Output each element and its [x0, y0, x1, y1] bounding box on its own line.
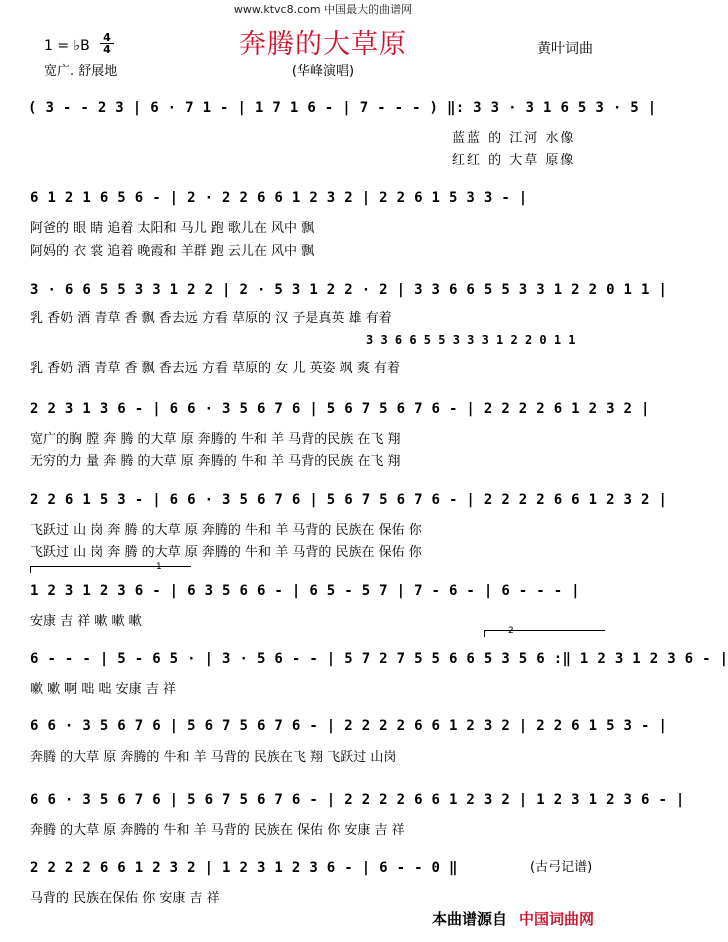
notation-row-7: 6 - - - | 5 - 6 5 · | 3 · 5 6 - - | 5 7 2 7 5 5 6 6 5 3 5 6 :‖ 1 2 3 1 2 3 6 - | [30, 651, 728, 667]
key-signature: 1 = ♭B [44, 38, 90, 54]
lyric-row-9: 奔腾 的大草 原 奔腾的 牛和 羊 马背的 民族在 保佑 你 安康 吉 祥 [30, 823, 405, 838]
lyric-row-3: 乳 香奶 酒 青草 香 飘 香去远 方看 草原的 汉 子是真英 雄 有着 [30, 311, 392, 326]
lyric-row-2-verse-2: 阿妈的 衣 裳 追着 晚霞和 羊群 跑 云儿在 风中 飘 [30, 244, 315, 259]
lyric-row-5-verse-1: 飞跃过 山 岗 奔 腾 的大草 原 奔腾的 牛和 羊 马背的 民族在 保佑 你 [30, 523, 422, 538]
lyric-row-1-verse-2: 红红 的 大草 原像 [452, 153, 576, 168]
notation-row-2: 6 1 2 1 6 5 6 - | 2 · 2 2 6 6 1 2 3 2 | 2 2 6 1 5 3 3 - | [30, 190, 528, 206]
notation-row-3: 3 · 6 6 5 5 3 3 1 2 2 | 2 · 5 3 1 2 2 · 2 | 3 3 6 6 5 5 3 3 1 2 2 0 1 1 | [30, 282, 668, 298]
lyric-row-4-verse-2: 无穷的力 量 奔 腾 的大草 原 奔腾的 牛和 羊 马背的民族 在飞 翔 [30, 454, 401, 469]
tempo-marking: 宽广. 舒展地 [44, 64, 118, 79]
notation-row-6: 1 2 3 1 2 3 6 - | 6 3 5 6 6 - | 6 5 - 5 7 | 7 - 6 - | 6 - - - | [30, 583, 580, 599]
lyric-row-4-verse-1: 宽广的胸 膛 奔 腾 的大草 原 奔腾的 牛和 羊 马背的民族 在飞 翔 [30, 432, 401, 447]
notation-row-9: 6 6 · 3 5 6 7 6 | 5 6 7 5 6 7 6 - | 2 2 2 2 6 6 1 2 3 2 | 1 2 3 1 2 3 6 - | [30, 792, 685, 808]
transcriber-credit: (古弓记谱) [530, 860, 593, 875]
volta-1-number: 1 [156, 562, 162, 572]
meter-top: 4 [100, 32, 114, 44]
lyric-row-7: 嗽 嗽 啊 咄 咄 安康 吉 祥 [30, 682, 176, 697]
author-credit: 黄叶词曲 [537, 41, 593, 57]
source-site-link[interactable]: 中国词曲网 [519, 910, 595, 928]
lyric-row-1-verse-1: 蓝蓝 的 江河 水像 [452, 131, 576, 146]
source-footer [432, 908, 594, 929]
meter-bottom: 4 [103, 43, 111, 56]
song-title: 奔腾的大草原 [239, 29, 407, 60]
source-label: 本曲谱源自 [432, 910, 508, 928]
site-watermark: www.ktvc8.com 中国最大的曲谱网 [233, 3, 413, 16]
lyric-row-8: 奔腾 的大草 原 奔腾的 牛和 羊 马背的 民族在飞 翔 飞跃过 山岗 [30, 750, 397, 765]
notation-row-1: ( 3 - - 2 3 | 6 · 7 1 - | 1 7 1 6 - | 7 - - - ) ‖: 3 3 · 3 1 6 5 3 · 5 | [28, 100, 657, 116]
lyric-row-6: 安康 吉 祥 嗽 嗽 嗽 [30, 614, 142, 629]
notation-row-8: 6 6 · 3 5 6 7 6 | 5 6 7 5 6 7 6 - | 2 2 2 2 6 6 1 2 3 2 | 2 2 6 1 5 3 - | [30, 718, 668, 734]
volta-2-bracket [484, 630, 605, 637]
lyric-row-10: 马背的 民族在保佑 你 安康 吉 祥 [30, 891, 220, 906]
lyric-row-5-verse-2: 飞跃过 山 岗 奔 腾 的大草 原 奔腾的 牛和 羊 马背的 民族在 保佑 你 [30, 545, 422, 560]
singer: (华峰演唱) [291, 64, 355, 79]
notation-row-10: 2 2 2 2 6 6 1 2 3 2 | 1 2 3 1 2 3 6 - | 6 - - 0 ‖ [30, 860, 458, 876]
volta-1-bracket [30, 566, 191, 573]
notation-row-3-alt: 3 3 6 6 5 5 3 3 3 1 2 2 0 1 1 [366, 333, 576, 347]
notation-row-5: 2 2 6 1 5 3 - | 6 6 · 3 5 6 7 6 | 5 6 7 5 6 7 6 - | 2 2 2 2 6 6 1 2 3 2 | [30, 492, 668, 508]
lyric-row-2-verse-1: 阿爸的 眼 睛 追着 太阳和 马儿 跑 歌儿在 风中 飘 [30, 221, 315, 236]
volta-2-number: 2 [508, 626, 514, 636]
lyric-row-3-alt: 乳 香奶 酒 青草 香 飘 香去远 方看 草原的 女 儿 英姿 飒 爽 有着 [30, 361, 400, 376]
notation-row-4: 2 2 3 1 3 6 - | 6 6 · 3 5 6 7 6 | 5 6 7 5 6 7 6 - | 2 2 2 2 6 1 2 3 2 | [30, 401, 650, 417]
